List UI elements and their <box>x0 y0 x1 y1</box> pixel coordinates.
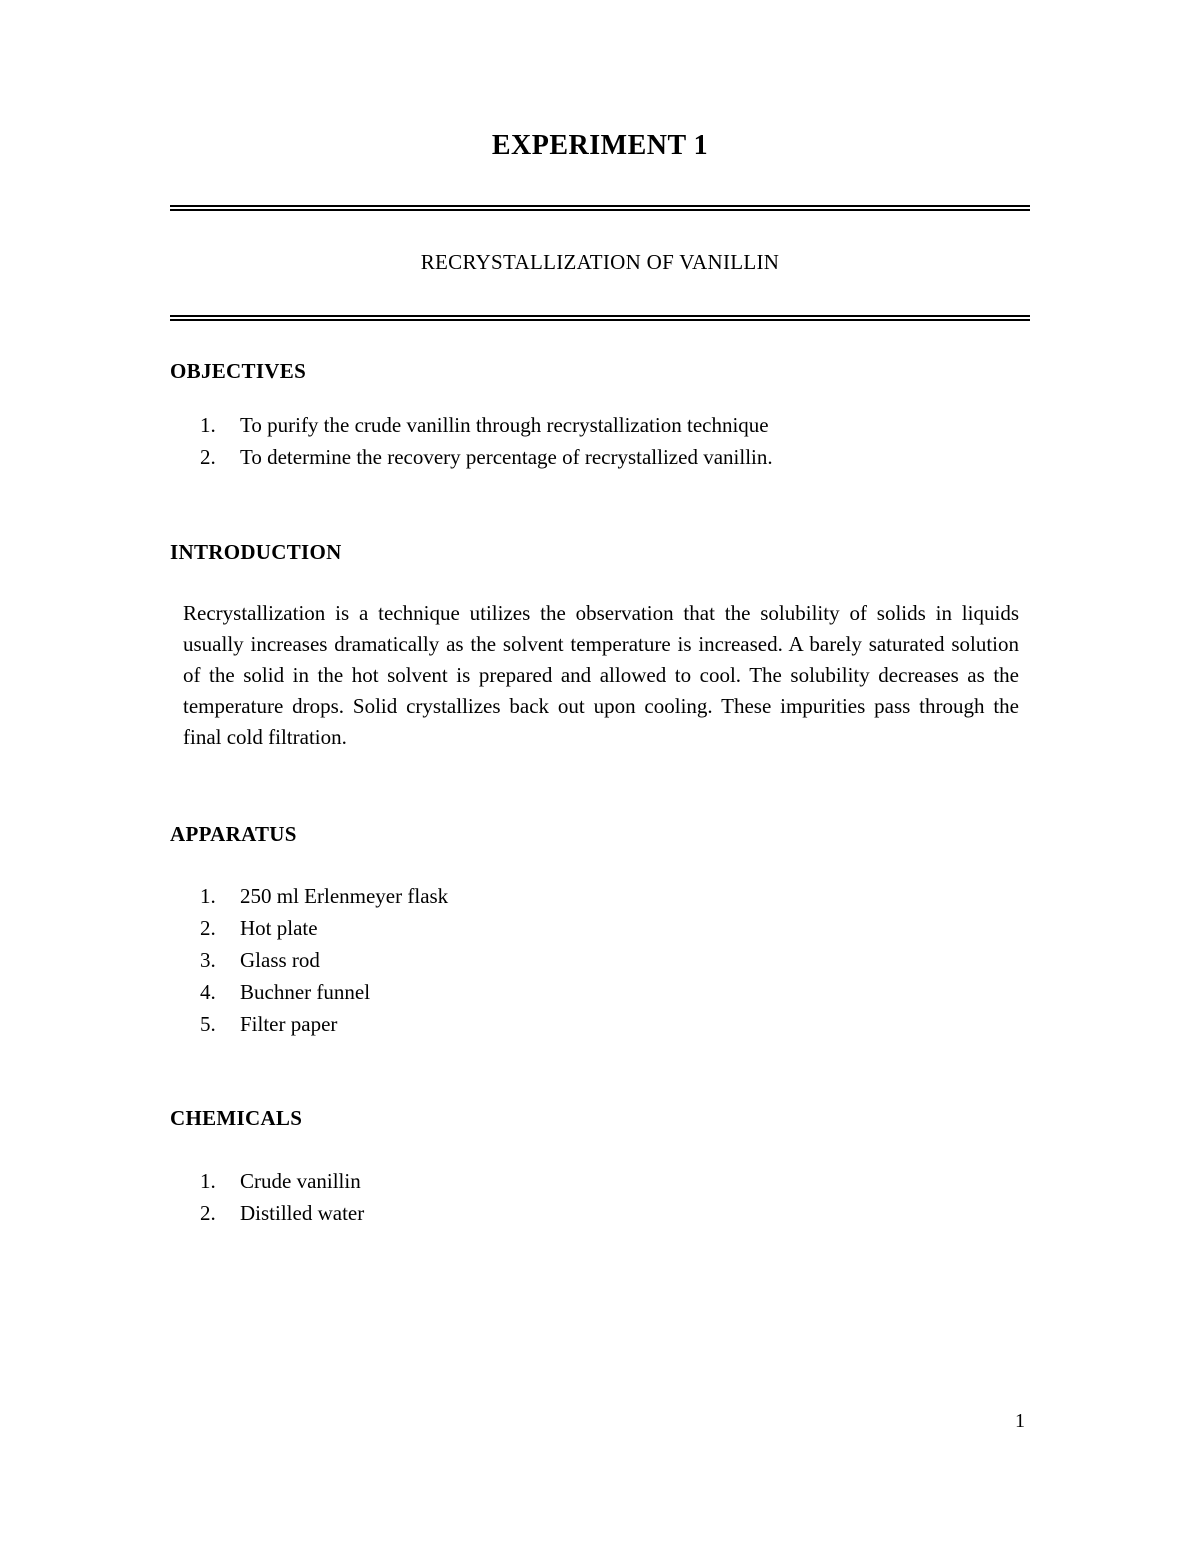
chemicals-heading: CHEMICALS <box>170 1106 303 1130</box>
list-number: 2. <box>200 916 216 940</box>
list-item <box>200 1165 364 1197</box>
list-text: To purify the crude vanillin through recrystallization technique <box>240 413 769 437</box>
list-item <box>200 944 448 976</box>
list-text: Filter paper <box>240 1012 338 1036</box>
list-number: 4. <box>200 980 216 1004</box>
list-number: 2. <box>200 445 216 469</box>
double-rule-bottom <box>170 315 1030 321</box>
list-number: 1. <box>200 1169 216 1193</box>
list-item <box>200 1008 448 1040</box>
list-number: 2. <box>200 1201 216 1225</box>
list-number: 1. <box>200 884 216 908</box>
list-item <box>200 880 448 912</box>
list-number: 3. <box>200 948 216 972</box>
list-text: 250 ml Erlenmeyer flask <box>240 884 449 908</box>
list-text: Buchner funnel <box>240 980 371 1004</box>
list-item <box>200 1197 364 1229</box>
introduction-heading: INTRODUCTION <box>170 540 342 564</box>
document-subtitle: RECRYSTALLIZATION OF VANILLIN <box>420 250 780 274</box>
objectives-list <box>200 409 773 473</box>
list-item <box>200 912 448 944</box>
page-number: 1 <box>1015 1410 1025 1432</box>
list-text: Glass rod <box>240 948 320 972</box>
chemicals-list <box>200 1165 364 1229</box>
list-item <box>200 441 773 473</box>
apparatus-list <box>200 880 448 1040</box>
list-number: 1. <box>200 413 216 437</box>
list-text: To determine the recovery percentage of recrystallized vanillin. <box>240 445 773 469</box>
list-text: Crude vanillin <box>240 1169 361 1193</box>
list-text: Hot plate <box>240 916 318 940</box>
list-text: Distilled water <box>240 1201 365 1225</box>
document-title: EXPERIMENT 1 <box>491 130 709 161</box>
list-item <box>200 409 773 441</box>
double-rule-top <box>170 205 1030 211</box>
list-item <box>200 976 448 1008</box>
apparatus-heading: APPARATUS <box>170 822 297 846</box>
list-number: 5. <box>200 1012 216 1036</box>
objectives-heading: OBJECTIVES <box>170 359 307 383</box>
introduction-paragraph: Recrystallization is a technique utilizes the observation that the solubility of solids in liquids usually increases dramatically as the solvent temperature is increased. A barely saturated solution of the solid in the hot solvent is prepared and allowed to cool. The solubility decreases as the temperature drops. Solid crystallizes back out upon cooling. These impurities pass through the final cold filtration. <box>183 601 1019 749</box>
